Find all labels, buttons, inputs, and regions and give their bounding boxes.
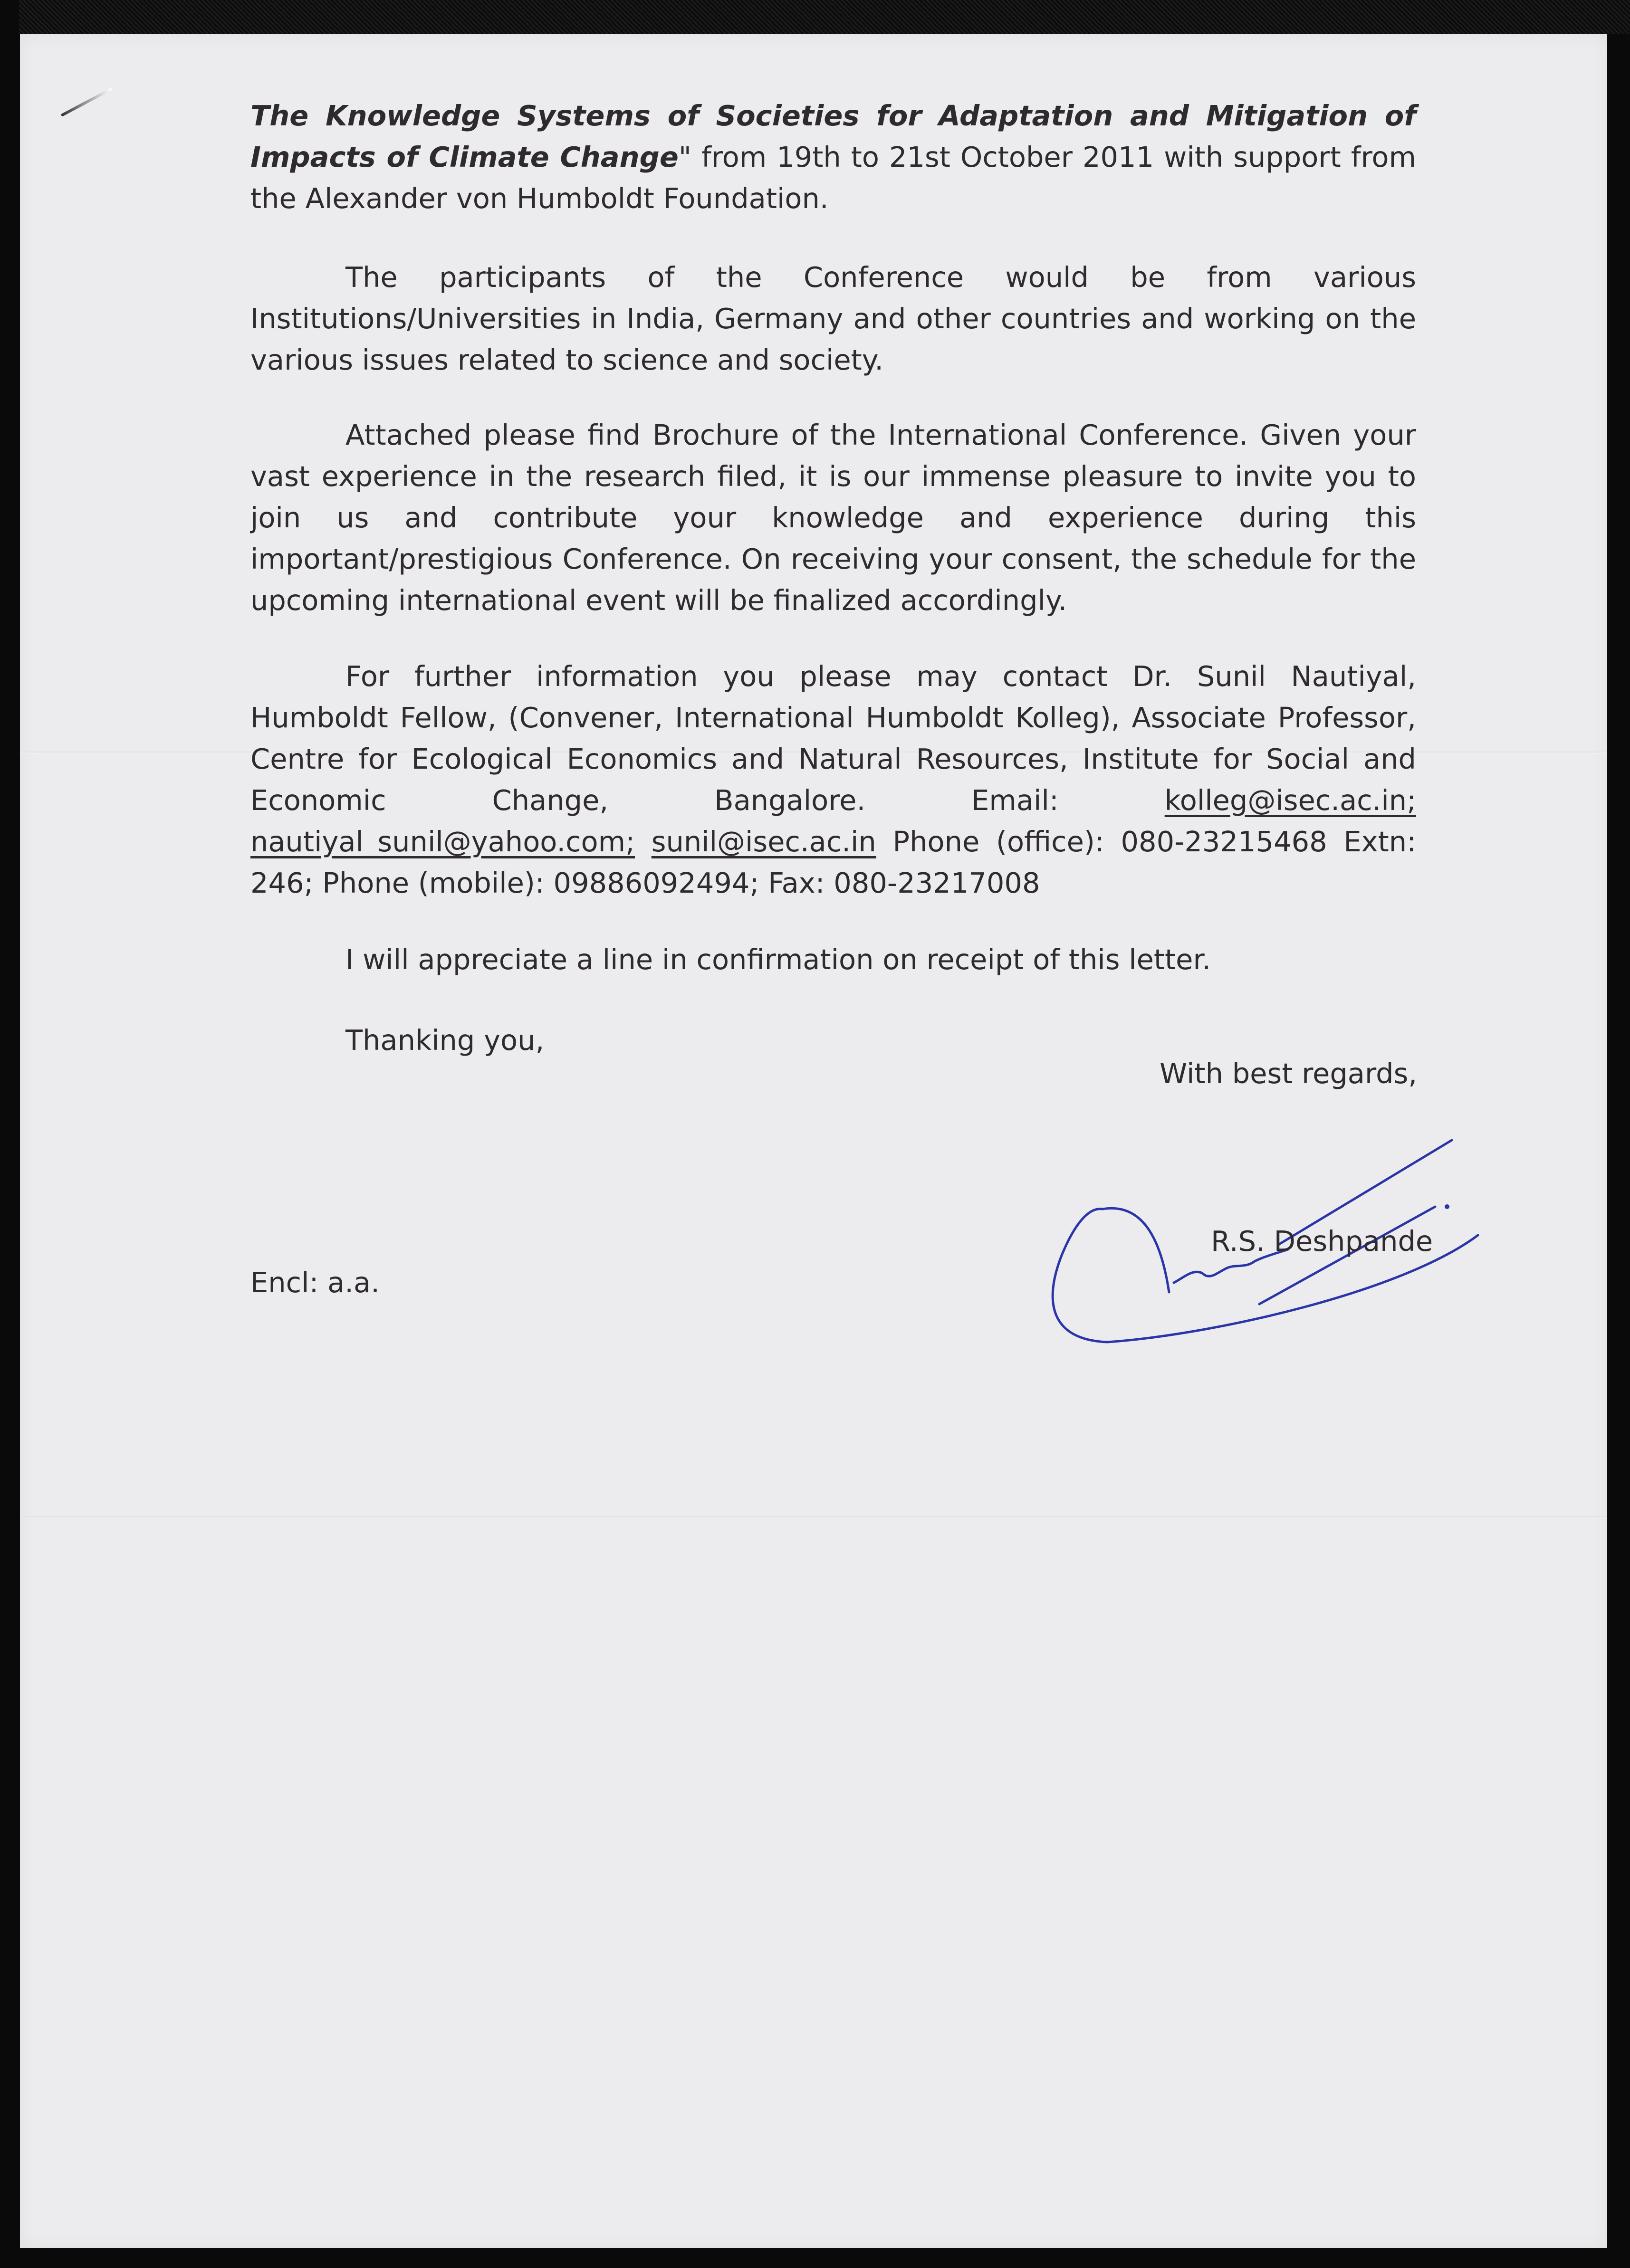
email-link-kolleg[interactable]: kolleg@isec.ac.in;: [1164, 784, 1417, 817]
opening-rest: " from 19th to 21st October 2011 with support from the Alexander von Humboldt Foundation.: [250, 141, 1416, 215]
opening-paragraph: [250, 95, 1416, 219]
participants-paragraph: The participants of the Conference would be from various Institutions/Universities in India, Germany and other countries and working on the various issues related to science and society.: [250, 261, 1416, 376]
contact-paragraph: [250, 656, 1416, 904]
phone-numbers: Phone (office): 080-23215468 Extn: 246; Phone (mobile): 09886092494; Fax: 080-23217008: [250, 825, 1416, 899]
enclosure-note: Encl: a.a.: [250, 1266, 380, 1299]
closing-line: With best regards,: [1160, 1057, 1418, 1090]
email-link-isec[interactable]: sunil@isec.ac.in: [651, 825, 876, 858]
scanner-background: [19, 0, 1630, 34]
brochure-paragraph: Attached please find Brochure of the International Conference. Given your vast experience in the research filed, it is our immense pleasure to invite you to join us and contribute your knowledge and experience during this important/prestigious Conference. On receiving your consent, the schedule for the upcoming international event will be finalized accordingly.: [250, 419, 1416, 617]
signatory-name: R.S. Deshpande: [1211, 1225, 1433, 1258]
signature: [1022, 1093, 1497, 1354]
thanking-line: Thanking you,: [345, 1024, 545, 1057]
confirmation-line: I will appreciate a line in confirmation on receipt of this letter.: [345, 943, 1211, 976]
email-link-yahoo[interactable]: nautiyal_sunil@yahoo.com;: [250, 825, 635, 858]
contact-text: For further information you please may contact Dr. Sunil Nautiyal, Humboldt Fellow, (Convener, International Humboldt Kolleg), Associate Professor, Centre for Ecological Economics and Natural Resources, Institute for Social and Economic Change, Bangalore. Email:: [250, 660, 1416, 817]
staple-mark: [61, 87, 113, 117]
conference-title: The Knowledge Systems of Societies for Adaptation and Mitigation of Impacts of Climate Change: [250, 99, 1416, 173]
paper-fold-line: [20, 1516, 1607, 1518]
